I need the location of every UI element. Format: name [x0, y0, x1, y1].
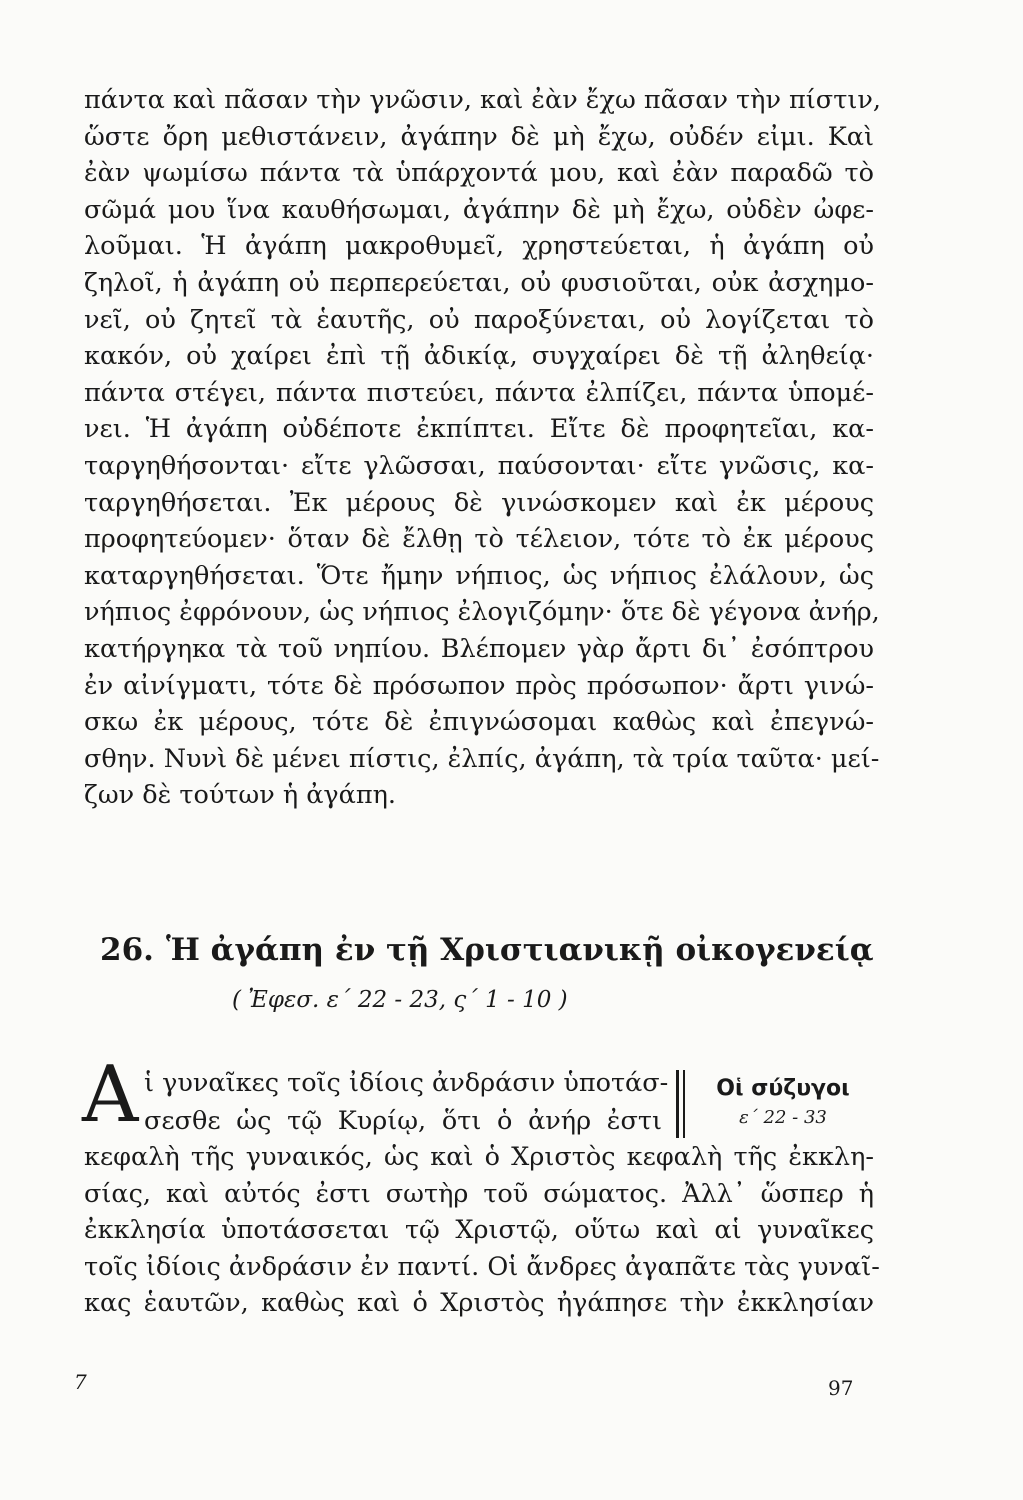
text-line: τοῖς ἰδίοις ἀνδράσιν ἐν παντί. Οἱ ἄνδρες ἀγαπᾶτε τὰς γυναῖ- — [84, 1251, 880, 1282]
text-line: πάντα καὶ πᾶσαν τὴν γνῶσιν, καὶ ἐὰν ἔχω πᾶσαν τὴν πίστιν, — [84, 85, 881, 115]
text-line: ἐκκλησία ὑποτάσσεται τῷ Χριστῷ, οὕτω καὶ αἱ γυναῖκες — [84, 1215, 874, 1246]
text-line: ἐν αἰνίγματι, τότε δὲ πρόσωπον πρὸς πρόσωπον· ἄρτι γινώ- — [84, 670, 874, 701]
text-line: νει. Ἡ ἀγάπη οὐδέποτε ἐκπίπτει. Εἴτε δὲ προφητεῖαι, κα- — [84, 414, 874, 445]
margin-note-title: Οἱ σύζυγοι — [716, 1076, 850, 1101]
text-line: ζηλοῖ, ἡ ἀγάπη οὐ περπερεύεται, οὐ φυσιοῦται, οὐκ ἀσχημο- — [84, 267, 874, 298]
text-line: ἐὰν ψωμίσω πάντα τὰ ὑπάρχοντά μου, καὶ ἐὰν παραδῶ τὸ — [84, 158, 874, 189]
margin-divider — [676, 1070, 685, 1138]
text-line: κακόν, οὐ χαίρει ἐπὶ τῇ ἀδικίᾳ, συγχαίρει δὲ τῇ ἀληθείᾳ· — [84, 341, 874, 372]
drop-cap: Α — [82, 1050, 139, 1140]
text-line: ἱ γυναῖκες τοῖς ἰδίοις ἀνδράσιν ὑποτάσ- — [144, 1068, 669, 1098]
text-line: σεσθε ὡς τῷ Κυρίῳ, ὅτι ὁ ἀνήρ ἐστι — [144, 1106, 662, 1136]
text-line: ζων δὲ τούτων ἡ ἀγάπη. — [84, 780, 397, 811]
signature-mark: 7 — [74, 1370, 87, 1394]
page-number: 97 — [828, 1376, 854, 1400]
text-line: ταργηθήσονται· εἴτε γλῶσσαι, παύσονται· εἴτε γνῶσις, κα- — [84, 450, 874, 481]
text-line: νήπιος ἐφρόνουν, ὡς νήπιος ἐλογιζόμην· ὅτε δὲ γέγονα ἀνήρ, — [84, 597, 880, 628]
margin-note-reference: ε´ 22 - 33 — [739, 1107, 827, 1128]
paragraph-love-hymn — [84, 82, 881, 814]
text-line: σῶμά μου ἵνα καυθήσωμαι, ἀγάπην δὲ μὴ ἔχω, οὐδὲν ὠφε- — [84, 194, 874, 225]
text-line: ταργηθήσεται. Ἐκ μέρους δὲ γινώσκομεν καὶ ἐκ μέρους — [84, 487, 874, 518]
text-line: καταργηθήσεται. Ὅτε ἤμην νήπιος, ὡς νήπιος ἐλάλουν, ὡς — [84, 560, 874, 591]
section-title: Ἡ ἀγάπη ἐν τῇ Χριστιανικῇ οἰκογενείᾳ — [165, 932, 874, 968]
section-heading — [100, 930, 880, 970]
margin-note — [698, 1074, 868, 1132]
text-line: προφητεύομεν· ὅταν δὲ ἔλθῃ τὸ τέλειον, τότε τὸ ἐκ μέρους — [84, 524, 874, 555]
text-line: σκω ἐκ μέρους, τότε δὲ ἐπιγνώσομαι καθὼς καὶ ἐπεγνώ- — [84, 707, 874, 738]
paragraph-spouses — [84, 1139, 880, 1322]
text-line: σθην. Νυνὶ δὲ μένει πίστις, ἐλπίς, ἀγάπη, τὰ τρία ταῦτα· μεί- — [84, 743, 880, 774]
text-line: νεῖ, οὐ ζητεῖ τὰ ἑαυτῆς, οὐ παροξύνεται, οὐ λογίζεται τὸ — [84, 304, 874, 335]
text-line: κεφαλὴ τῆς γυναικός, ὡς καὶ ὁ Χριστὸς κεφαλὴ τῆς ἐκκλη- — [84, 1142, 874, 1172]
text-line: κατήργηκα τὰ τοῦ νηπίου. Βλέπομεν γὰρ ἄρτι δι᾿ ἐσόπτρου — [84, 633, 874, 664]
text-line: σίας, καὶ αὐτός ἐστι σωτὴρ τοῦ σώματος. Ἀλλ᾿ ὥσπερ ἡ — [84, 1178, 874, 1209]
opening-lines — [144, 1064, 669, 1140]
text-line: ὥστε ὄρη μεθιστάνειν, ἀγάπην δὲ μὴ ἔχω, οὐδέν εἰμι. Καὶ — [84, 121, 874, 152]
section-reference: ( Ἐφεσ. ε´ 22 - 23, ς´ 1 - 10 ) — [232, 987, 568, 1013]
text-line: λοῦμαι. Ἡ ἀγάπη μακροθυμεῖ, χρηστεύεται, ἡ ἀγάπη οὐ — [84, 231, 874, 262]
text-line: κας ἑαυτῶν, καθὼς καὶ ὁ Χριστὸς ἠγάπησε τὴν ἐκκλησίαν — [84, 1288, 874, 1319]
text-line: πάντα στέγει, πάντα πιστεύει, πάντα ἐλπίζει, πάντα ὑπομέ- — [84, 377, 874, 408]
section-number: 26. — [100, 932, 154, 968]
